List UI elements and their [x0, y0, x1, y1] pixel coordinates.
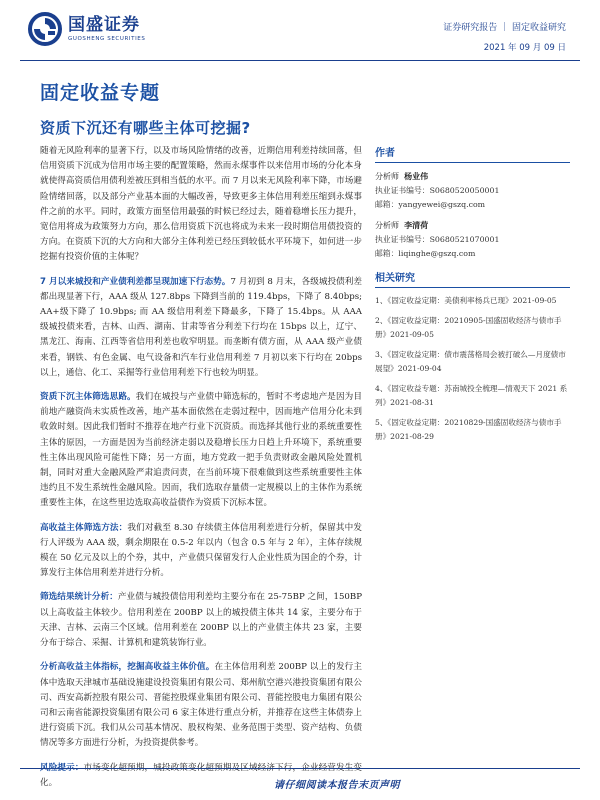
logo-en: GUOSHENG SECURITIES — [68, 36, 146, 42]
company-logo — [28, 12, 145, 46]
logo-cn: 国盛证券 — [68, 15, 140, 35]
body-paragraph — [40, 660, 362, 751]
analyst-email[interactable]: 邮箱：liqinghe@gszq.com — [375, 249, 476, 258]
analyst-email[interactable]: 邮箱：yangyewei@gszq.com — [375, 200, 486, 209]
related-research-item[interactable]: 3、《固定收益定期：债市震荡格局会被打破么—月度债市展望》2021-09-04 — [375, 349, 566, 373]
report-tags: 证券研究报告 ｜ 固定收益研究 — [443, 23, 566, 33]
logo-mark-icon — [28, 12, 62, 46]
paragraph-text: 我们对截至 8.30 存续债主体信用利差进行分析，保留其中发行人评级为 AAA 级，剩余期限在 0.5-2 年以内（包含 0.5 年与 2 年），主体存续规模在 50 亿元及以上的个券，其中，产业债只保留发行人企业性质为国企的个券，计算发行主体信用利差并进行分析。 — [40, 522, 362, 579]
related-research-item[interactable]: 5、《固定收益定期：20210829-国盛固收经济与债市手册》2021-08-29 — [375, 417, 562, 441]
paragraph-highlight: 分析高收益主体指标，挖掘高收益主体价值。 — [40, 662, 215, 673]
footer-divider — [20, 768, 580, 769]
analyst-name: 李清荷 — [404, 220, 429, 230]
paragraph-text: 在主体信用利差 200BP 以上的发行主体中选取天津城市基础设施建设投资集团有限公司、郑州航空港兴港投资集团有限公司、西安高新控股有限公司、晋能控股煤业集团有限公司、晋能控股电力集团有限公司和云南省能源投资集团有限公司 6 家主体进行重点分析，并推荐在这些主体债券上进行资质下沉。我们从公司基本情况、股权构架、业务范围于类型、资产结构、负债情况等多方面进行分析，为投资提供参考。 — [40, 662, 362, 749]
related-research-item[interactable]: 2、《固定收益定期：20210905-国盛固收经济与债市手册》2021-09-05 — [375, 315, 562, 339]
paragraph-highlight: 筛选结果统计分析： — [40, 592, 118, 603]
body-paragraph — [40, 590, 362, 651]
paragraph-highlight: 7 月以来城投和产业债利差都呈现加速下行态势。 — [40, 276, 231, 287]
page-header — [0, 0, 600, 60]
analyst-name: 杨业伟 — [404, 171, 429, 181]
header-divider — [20, 60, 580, 61]
report-title: 资质下沉还有哪些主体可挖掘? — [40, 119, 251, 137]
paragraph-text: 我们在城投与产业债中筛选标的，暂时不考虑地产是因为目前地产融资尚未实质性改善，地产基本面依然在走弱过程中，因而地产信用分化未到收敛时刻。因此我们暂时不推荐在地产行业下沉资质。而选择其他行业的系统重要性主体的原因，一方面是因为当前经济走弱以及稳增长压力日趋上升环境下，系统重要性主体出现风险可能性下降；另一方面，地方党政一把手负责财政金融风险处置机制，同时对重大金融风险严肃追责问责，在当前环境下很难做到这些系统重要性主体违约且不发生系统性金融风险。因而，我们选取存量债一定规模以上的主体作为系统重要性主体，在这些里边选取高收益债作为资质下沉标本筐。 — [40, 392, 362, 509]
body-paragraph — [40, 521, 362, 582]
analyst-cert: 执业证书编号：S0680521070001 — [375, 235, 500, 244]
analyst-label: 分析师 — [375, 221, 399, 230]
main-body — [40, 144, 362, 800]
body-paragraph — [40, 390, 362, 512]
analyst-label: 分析师 — [375, 172, 399, 181]
paragraph-highlight: 资质下沉主体筛选思路。 — [40, 392, 136, 403]
paragraph-text: 随着无风险利率的显著下行，以及市场风险情绪的改善，近期信用利差持续回落，但信用资质下沉成为信用市场主要的配置策略，然而永煤事件以来信用市场的分化本身就使得高资质信用债利差被压到相当低的水平。而 7 月以来无风险利率下降，市场避险情绪回落，以及部分产业基本面的大幅改善，导致更多主体信用利差压缩到永煤事件之前的水平。同时，政策方面坚信用最强的时候已经过去，随着稳增长压力提升，宽信用将成为政策努力方向，那么信用资质下沉也将成为未来一段时期信用债投资的方向。在资质下沉的大方向和大部分主体利差已经压到较低水平环境下，如何进一步挖掘有投资价值的主体呢？ — [40, 146, 362, 263]
paragraph-text: 产业债与城投债信用利差均主要分布在 25-75BP 之间，150BP 以上高收益主体较少。信用利差在 200BP 以上的城投债主体共 14 家，主要分布于天津、吉林、云南三个区域。信用利差在 200BP 以上的产业债主体共 23 家，主要分布于综合、采掘、计算机和建筑装饰行业。 — [40, 592, 362, 649]
paragraph-highlight: 高收益主体筛选方法： — [40, 522, 128, 533]
paragraph-text: 化。 — [40, 777, 58, 788]
paragraph-text: 7 月初到 8 月末，各级城投债利差都出现显著下行，AAA 级从 127.8bps 下降到当前的 119.4bps，下降了 8.40bps; AA+级下降了 10.9bps; 而 AA 级信用利差下降最多，下降了 15.4bps。从 AAA 级城投债来看，吉林、山西、湖南、甘肃等省分利差下行均在 15bps 以上，辽宁、黑龙江、海南、江西等省信用利差也收窄明显。而垄断有债方面，从 AAA 级产业债来看，钢铁、有色金属、电气设备和汽车行业信用利差 7 月初以来下行均在 20bps 以上，通信、化工、采掘等行业信用利差下行也较为明显。 — [40, 276, 362, 378]
report-date: 2021 年 09 月 09 日 — [483, 43, 566, 53]
analyst-row — [375, 169, 570, 184]
analyst-cert: 执业证书编号：S0680520050001 — [375, 186, 500, 195]
footer-disclaimer: 请仔细阅读本报告末页声明 — [274, 780, 400, 791]
related-research-heading: 相关研究 — [375, 269, 570, 288]
related-research-item[interactable]: 4、《固定收益专题：苏南城投全梳理—情观天下 2021 系列》2021-08-31 — [375, 383, 568, 407]
body-paragraph — [40, 275, 362, 381]
sidebar — [375, 144, 570, 450]
body-paragraph — [40, 144, 362, 266]
authors-heading: 作者 — [375, 144, 570, 163]
analyst-row — [375, 218, 570, 233]
section-title: 固定收益专题 — [40, 82, 161, 104]
related-research-item[interactable]: 1、《固定收益定期：美债利率杨兵已现》2021-09-05 — [375, 296, 557, 305]
